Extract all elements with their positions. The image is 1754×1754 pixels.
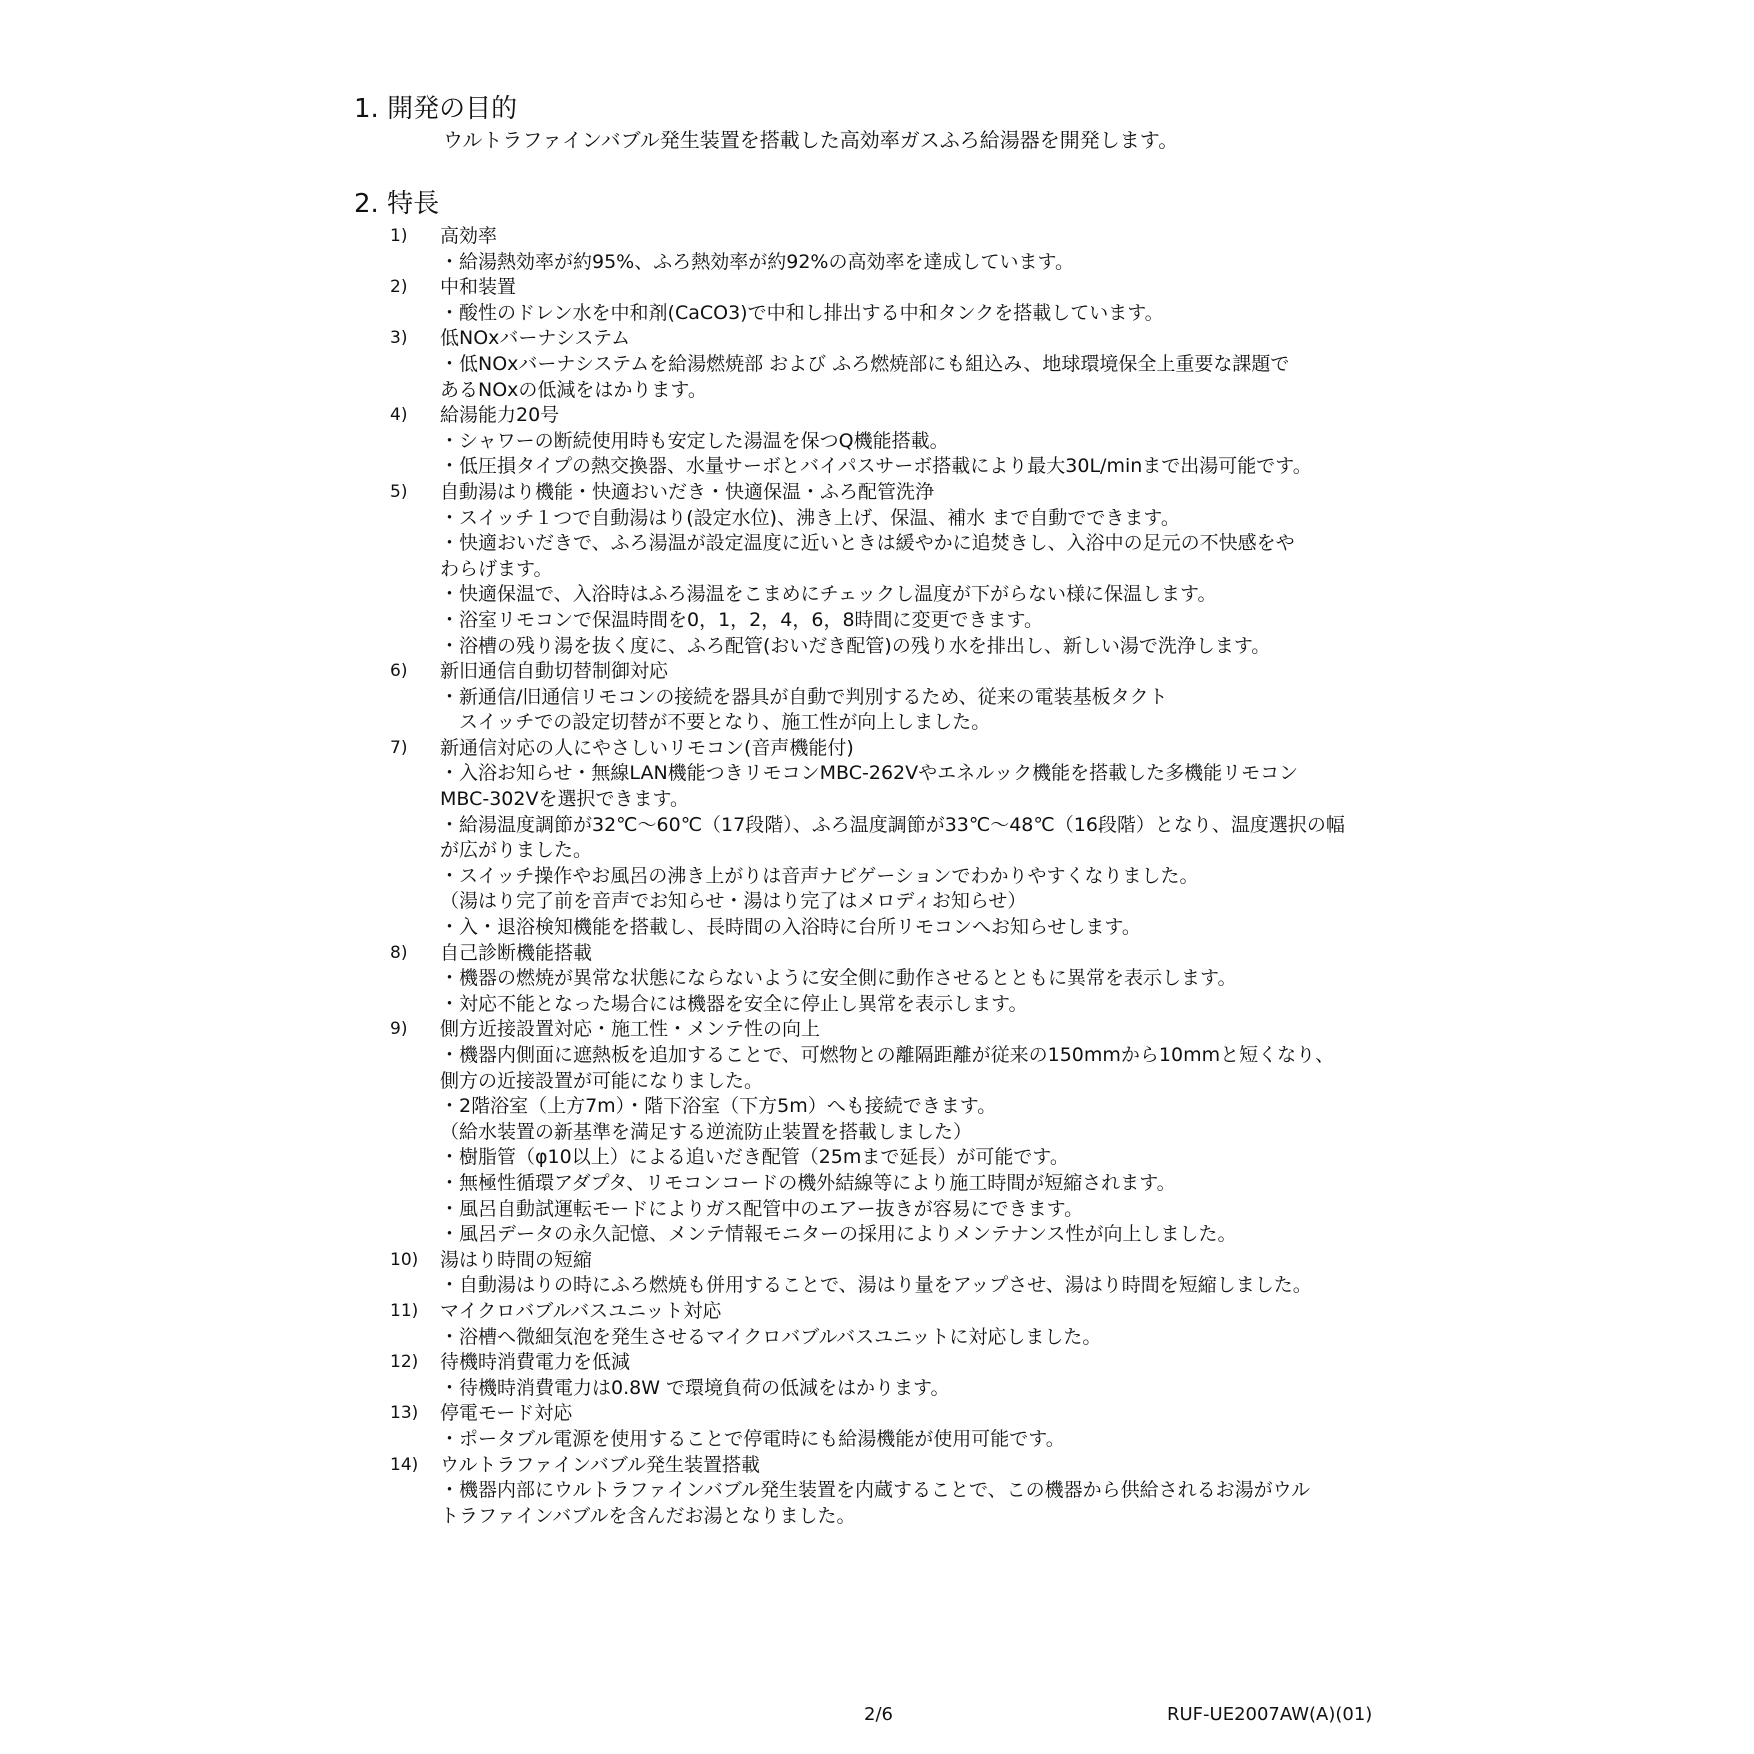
feature-body [440,1350,1430,1401]
feature-item [390,1401,1430,1452]
feature-body [440,224,1430,275]
feature-item [390,736,1430,941]
feature-heading: マイクロバブルバスユニット対応 [440,1299,722,1322]
feature-detail-line: ・浴槽へ微細気泡を発生させるマイクロバブルバスユニットに対応しました。 [440,1325,1102,1348]
feature-detail-line: ・ポータブル電源を使用することで停電時にも給湯機能が使用可能です。 [440,1427,1065,1450]
feature-heading: 自己診断機能搭載 [440,941,593,964]
feature-item [390,1350,1430,1401]
feature-number: 8) [390,942,408,963]
feature-body [440,1248,1430,1299]
feature-detail-line: トラファインバブルを含んだお湯となりました。 [440,1504,856,1527]
feature-detail-line: スイッチでの設定切替が不要となり、施工性が向上しました。 [440,711,991,734]
feature-detail-line: ・待機時消費電力は0.8W で環境負荷の低減をはかります。 [440,1376,950,1399]
feature-heading: 高効率 [440,225,498,247]
feature-heading: 自動湯はり機能・快適おいだき・快適保温・ふろ配管洗浄 [440,480,935,503]
feature-detail-line: ・樹脂管（φ10以上）による追いだき配管（25mまで延長）が可能です。 [440,1146,1069,1169]
feature-item [390,275,1430,326]
feature-item [390,1299,1430,1350]
feature-detail-line: ・給湯熱効率が約95%、ふろ熱効率が約92%の高効率を達成しています。 [440,250,1074,273]
feature-heading: ウルトラファインバブル発生装置搭載 [440,1453,760,1476]
feature-detail-line: ・新通信/旧通信リモコンの接続を器具が自動で判別するため、従来の電装基板タクト [440,685,1168,708]
feature-detail-line: ・機器の燃焼が異常な状態にならないように安全側に動作させるとともに異常を表示します。 [440,967,1237,990]
feature-body [440,1453,1430,1530]
feature-detail-line: ・低NOxバーナシステムを給湯燃焼部 および ふろ燃焼部にも組込み、地球環境保全上重要な課題で [440,352,1290,375]
section-title-purpose: 1. 開発の目的 [354,94,518,124]
feature-heading: 停電モード対応 [440,1402,573,1425]
feature-detail-line: ・快適おいだきで、ふろ湯温が設定温度に近いときは緩やかに追焚きし、入浴中の足元の不快感をや [440,532,1295,555]
feature-detail-line: ・2階浴室（上方7m）・階下浴室（下方5m）へも接続できます。 [440,1095,997,1118]
feature-detail-line: ・快適保温で、入浴時はふろ湯温をこまめにチェックし温度が下がらない様に保温します。 [440,583,1217,606]
feature-detail-line: （湯はり完了前を音声でお知らせ・湯はり完了はメロディお知らせ） [440,890,1027,913]
feature-heading: 新通信対応の人にやさしいリモコン(音声機能付) [440,736,854,759]
feature-body [440,275,1430,326]
feature-detail-line: ・無極性循環アダプタ、リモコンコードの機外結線等により施工時間が短縮されます。 [440,1171,1176,1194]
feature-heading: 中和装置 [440,276,517,299]
feature-item [390,326,1430,403]
section-title-features: 2. 特長 [354,189,440,219]
feature-heading: 湯はり時間の短縮 [440,1248,593,1271]
feature-number: 12) [390,1352,419,1373]
feature-detail-line: ・自動湯はりの時にふろ燃焼も併用することで、湯はり量をアップさせ、湯はり時間を短縮しました。 [440,1274,1312,1297]
feature-item [390,1017,1430,1247]
feature-detail-line: ・浴槽の残り湯を抜く度に、ふろ配管(おいだき配管)の残り水を排出し、新しい湯で洗浄します。 [440,634,1271,657]
feature-detail-line: ・低圧損タイプの熱交換器、水量サーボとバイパスサーボ搭載により最大30L/minまで出湯可能です。 [440,455,1312,478]
feature-body [440,326,1430,403]
feature-detail-line: ・入浴お知らせ・無線LAN機能つきリモコンMBC-262Vやエネルック機能を搭載した多機能リモコン [440,762,1299,785]
feature-detail-line: ・シャワーの断続使用時も安定した湯温を保つQ機能搭載。 [440,429,949,452]
feature-body [440,1299,1430,1350]
feature-item [390,941,1430,1018]
feature-detail-line: ・酸性のドレン水を中和剤(CaCO3)で中和し排出する中和タンクを搭載しています。 [440,301,1164,324]
feature-item [390,659,1430,736]
feature-body [440,659,1430,736]
feature-detail-line: MBC-302Vを選択できます。 [440,788,689,811]
feature-number: 3) [390,328,408,349]
feature-detail-line: ・スイッチ操作やお風呂の沸き上がりは音声ナビゲーションでわかりやすくなりました。 [440,864,1199,887]
feature-detail-line: ・浴室リモコンで保温時間を0，1，2，4，6，8時間に変更できます。 [440,608,1044,631]
feature-body [440,736,1430,941]
feature-number: 14) [390,1454,419,1475]
document-id: RUF-UE2007AW(A)(01) [1167,1704,1373,1725]
feature-heading: 新旧通信自動切替制御対応 [440,660,669,683]
feature-body [440,1017,1430,1247]
feature-number: 11) [390,1300,419,1321]
feature-heading: 低NOxバーナシステム [440,327,631,350]
feature-number: 10) [390,1249,419,1270]
feature-number: 6) [390,661,408,682]
feature-item [390,1453,1430,1530]
feature-number: 2) [390,277,408,298]
feature-heading: 側方近接設置対応・施工性・メンテ性の向上 [440,1018,821,1041]
feature-detail-line: 側方の近接設置が可能になりました。 [440,1069,764,1092]
feature-item [390,224,1430,275]
feature-item [390,403,1430,480]
feature-number: 5) [390,481,408,502]
feature-item [390,1248,1430,1299]
page-number: 2/6 [864,1704,893,1725]
feature-body [440,1401,1430,1452]
feature-detail-line: ・スイッチ１つで自動湯はり(設定水位)、沸き上げ、保温、補水 まで自動でできます。 [440,506,1180,529]
feature-number: 13) [390,1403,419,1424]
feature-detail-line: ・風呂自動試運転モードによりガス配管中のエアー抜きが容易にできます。 [440,1197,1084,1220]
feature-heading: 待機時消費電力を低減 [440,1351,631,1374]
feature-detail-line: が広がりました。 [440,839,593,862]
feature-body [440,480,1430,659]
feature-detail-line: わらげます。 [440,557,553,580]
feature-detail-line: あるNOxの低減をはかります。 [440,378,707,401]
feature-detail-line: ・機器内部にウルトラファインバブル発生装置を内蔵することで、この機器から供給されるお湯がウル [440,1479,1311,1502]
feature-item [390,480,1430,659]
feature-detail-line: ・給湯温度調節が32℃～60℃（17段階）、ふろ温度調節が33℃～48℃（16段階）となり、温度選択の幅 [440,813,1345,836]
feature-detail-line: ・対応不能となった場合には機器を安全に停止し異常を表示します。 [440,992,1028,1015]
feature-list [390,224,1430,1529]
feature-detail-line: ・機器内側面に遮熱板を追加することで、可燃物との離隔距離が従来の150mmから10mmと短くなり、 [440,1044,1335,1066]
purpose-text: ウルトラファインバブル発生装置を搭載した高効率ガスふろ給湯器を開発します。 [443,128,1179,152]
feature-number: 9) [390,1019,408,1040]
feature-detail-line: （給水装置の新基準を満足する逆流防止装置を搭載しました） [440,1120,973,1143]
feature-body [440,403,1430,480]
feature-number: 7) [390,737,408,758]
feature-detail-line: ・風呂データの永久記憶、メンテ情報モニターの採用によりメンテナンス性が向上しました。 [440,1223,1237,1246]
feature-heading: 給湯能力20号 [440,404,560,427]
feature-number: 4) [390,405,408,426]
feature-detail-line: ・入・退浴検知機能を搭載し、長時間の入浴時に台所リモコンへお知らせします。 [440,916,1141,939]
feature-body [440,941,1430,1018]
feature-number: 1) [390,226,408,246]
